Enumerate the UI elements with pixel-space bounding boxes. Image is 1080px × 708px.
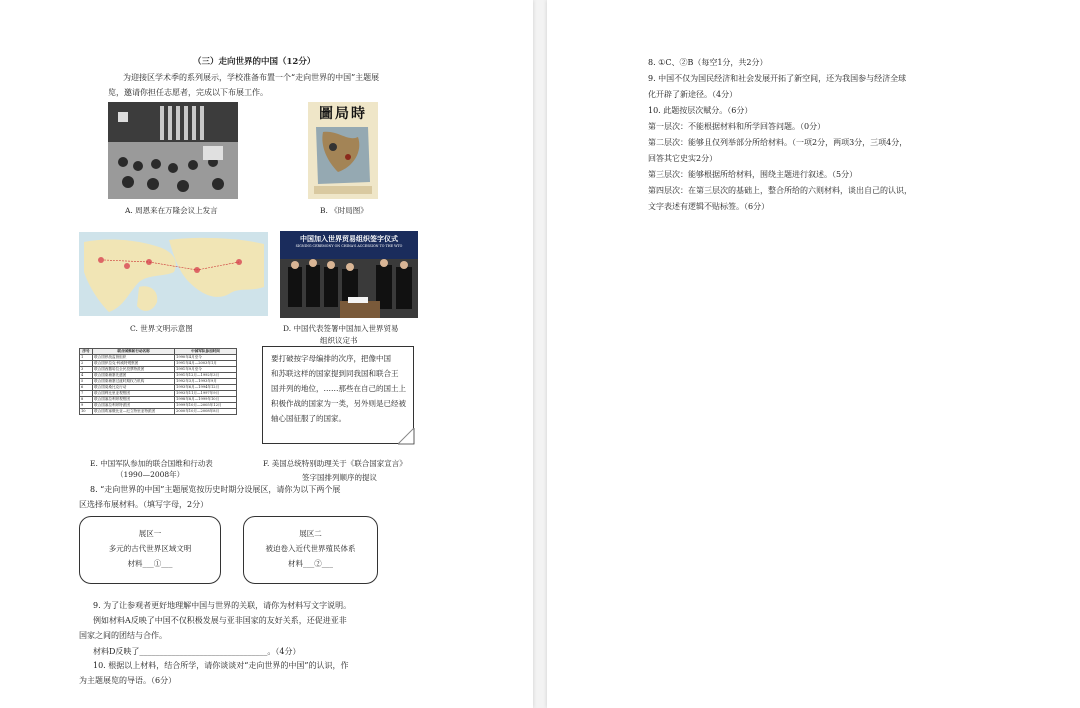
quote-line: 积极作战的国家为一类，另外则是已经被 xyxy=(271,399,406,408)
wto-signing-photo xyxy=(280,231,418,318)
table-cell: 1991年9月至今 xyxy=(175,367,237,373)
q10-line-1: 10. 根据以上材料，结合所学，请你谈谈对“走向世界的中国”的认识，作 xyxy=(93,661,349,670)
table-cell: 5 xyxy=(80,379,93,385)
answer-line: 文字表述有逻辑不贴标签。（6分） xyxy=(648,202,770,211)
table-cell: 3 xyxy=(80,367,93,373)
table-header: 序号 xyxy=(80,349,93,355)
caption-c: C. 世界文明示意图 xyxy=(130,324,193,333)
answer-line: 第三层次：能够根据所给材料，围绕主题进行叙述。（5分） xyxy=(648,170,858,179)
right-page xyxy=(547,0,1080,708)
q8-line-1: 8. “走向世界的中国”主题展览按历史时期分设展区，请你为以下两个展 xyxy=(90,485,341,494)
q9-line-3: 国家之间的团结与合作。 xyxy=(79,631,167,640)
table-cell: 联合国柬埔寨过渡时期权力机构 xyxy=(93,379,175,385)
table-cell: 1993年11月—1997年9月 xyxy=(175,391,237,397)
shiju-poster xyxy=(308,102,378,199)
caption-b: B. 《时局图》 xyxy=(320,206,368,215)
caption-f-line1: F. 美国总统特别助理关于《联合国家宣言》 xyxy=(263,459,407,468)
q8-line-2: 区选择布展材料。（填写字母，2分） xyxy=(79,500,209,509)
table-cell: 联合国停战监督组织 xyxy=(93,355,175,361)
quote-box xyxy=(262,346,414,444)
table-cell: 1991年12月—1992年3月 xyxy=(175,373,237,379)
quote-line: 国并列的地位，……那些在自己的国土上 xyxy=(271,384,406,393)
table-cell: 联合国伊拉克-科威特观察团 xyxy=(93,361,175,367)
wto-banner-subtitle: SIGNING CEREMONY ON CHINA'S ACCESSION TO THE WTO xyxy=(295,244,403,248)
caption-d-line2: 组织议定书 xyxy=(320,336,358,345)
answer-line: 第一层次：不能根据材料和所学回答问题。（0分） xyxy=(648,122,826,131)
exhibit-1-title: 展区一 xyxy=(138,529,162,538)
table-cell: 1991年4月—2003年1月 xyxy=(175,361,237,367)
answer-line: 8. ①C、②B（每空1分，共2分） xyxy=(648,58,768,67)
table-cell: 7 xyxy=(80,391,93,397)
answer-line: 化开辟了新途径。（4分） xyxy=(648,90,738,99)
poster-title: 圖局時 xyxy=(319,106,367,122)
peacekeeping-table xyxy=(79,348,237,415)
exhibit-2-title: 展区二 xyxy=(299,529,322,538)
quote-line: 轴心国征服了的国家。 xyxy=(271,414,346,423)
table-cell: 联合国塞拉利昂观察团 xyxy=(93,397,175,403)
table-cell: 9 xyxy=(80,403,93,409)
answer-line: 回答其它史实2分） xyxy=(648,154,718,163)
quote-line: 要打破按字母编排的次序，把像中国 xyxy=(271,354,391,363)
table-cell: 联合国塞拉利昂特派团 xyxy=(93,403,175,409)
exhibit-1-material: 材料___①___ xyxy=(127,559,173,568)
table-header: 联合国维和行动名称 xyxy=(93,349,175,355)
caption-e-line1: E. 中国军队参加的联合国维和行动表 xyxy=(90,459,213,468)
table-cell: 1998年8月—1999年10月 xyxy=(175,397,237,403)
table-cell: 1 xyxy=(80,355,93,361)
wto-banner-title: 中国加入世界贸易组织签字仪式 xyxy=(300,234,398,243)
table-cell: 8 xyxy=(80,397,93,403)
intro-line-1: 为迎接区学术季的系列展示，学校准备布置一个“走向世界的中国”主题展 xyxy=(123,73,380,82)
world-civilization-map xyxy=(79,232,268,316)
quote-line: 和苏联这样的国家提到同我国和联合王 xyxy=(271,369,399,378)
exhibit-2-subtitle: 被迫卷入近代世界殖民体系 xyxy=(265,544,356,553)
table-cell: 联合国西撒哈拉全民投票特派团 xyxy=(93,367,175,373)
left-page xyxy=(0,0,533,708)
caption-a: A. 周恩来在万隆会议上发言 xyxy=(125,206,218,215)
answer-line: 第四层次：在第三层次的基础上，整合所给的六则材料，谈出自己的认识， xyxy=(648,186,912,195)
table-cell: 1990年4月至今 xyxy=(175,355,237,361)
table-cell: 联合国利比里亚观察团 xyxy=(93,391,175,397)
table-header: 中国军队参加时间 xyxy=(175,349,237,355)
table-cell: 10 xyxy=(80,409,93,415)
exhibit-1-subtitle: 多元的古代世界区域文明 xyxy=(108,544,192,553)
q9-line-1: 9. 为了让参观者更好地理解中国与世界的关联，请你为材料写文字说明。 xyxy=(93,601,352,610)
exhibit-2-material: 材料___②___ xyxy=(288,559,333,568)
caption-d-line1: D. 中国代表签署中国加入世界贸易 xyxy=(283,324,399,333)
q10-line-2: 为主题展览的导语。（6分） xyxy=(79,676,177,685)
caption-f-line2: 签字国排列顺序的提议 xyxy=(302,473,377,482)
answer-line: 9. 中国不仅为国民经济和社会发展开拓了新空间，还为我国参与经济全球 xyxy=(648,74,907,83)
table-row xyxy=(80,409,237,415)
page-curl-icon xyxy=(398,428,416,446)
exhibit-area-2 xyxy=(243,516,378,584)
table-cell: 6 xyxy=(80,385,93,391)
answer-line: 第二层次：能够且仅列举部分所给材料。（一项2分，两项3分，三项4分， xyxy=(648,138,908,147)
table-cell: 2 xyxy=(80,361,93,367)
table-cell: 1992年3月—1993年9月 xyxy=(175,379,237,385)
exhibit-area-1 xyxy=(79,516,221,584)
table-cell: 2000年10月—2008年8月 xyxy=(175,409,237,415)
section-title: （三）走向世界的中国（12分） xyxy=(193,57,316,67)
caption-e-line2: （1990—2008年） xyxy=(116,470,185,479)
table-cell: 1999年10月—2005年12月 xyxy=(175,403,237,409)
q9-line-4: 材料D反映了________________________________。（4分） xyxy=(93,647,301,656)
table-cell: 联合国埃塞俄比亚—厄立特里亚特派团 xyxy=(93,409,175,415)
q9-line-2: 例如材料A反映了中国不仅积极发展与亚非国家的友好关系，还促进亚非 xyxy=(93,616,347,625)
answer-line: 10. 此题按层次赋分。（6分） xyxy=(648,106,753,115)
intro-line-2: 览，邀请你担任志愿者，完成以下布展工作。 xyxy=(108,88,268,97)
table-cell: 联合国柬埔寨先遣团 xyxy=(93,373,175,379)
table-cell: 1993年6月—1994年12月 xyxy=(175,385,237,391)
table-cell: 4 xyxy=(80,373,93,379)
photo-bandung-conference xyxy=(108,102,238,199)
table-cell: 联合国莫桑比克行动 xyxy=(93,385,175,391)
